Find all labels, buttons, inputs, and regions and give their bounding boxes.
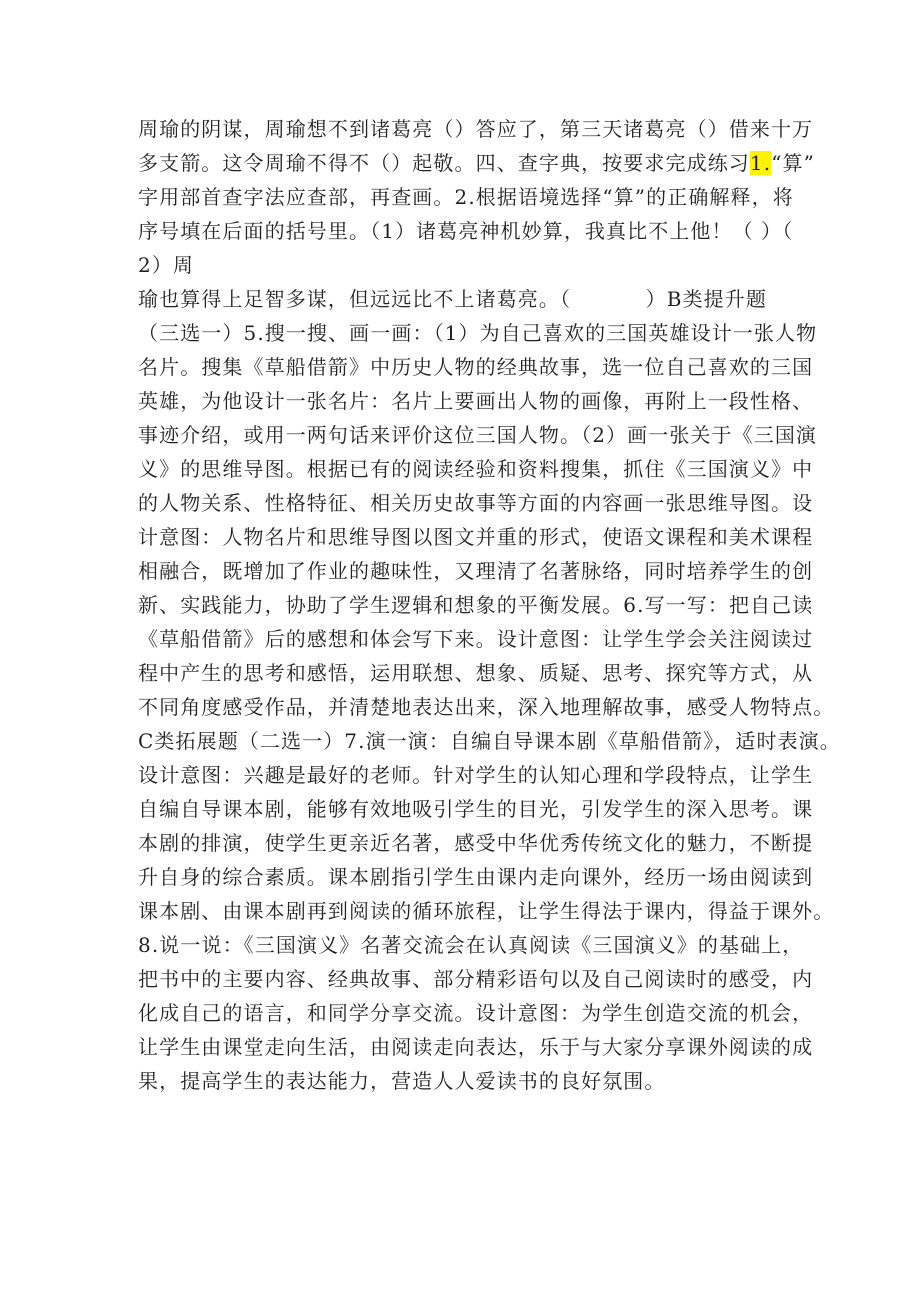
paragraph-top [138,112,815,282]
text-line: 8.说一说：《三国演义》名著交流会在认真阅读《三国演义》的基础上， [138,933,804,957]
text-segment: “算” [771,151,815,175]
text-line: 新、实践能力，协助了学生逻辑和想象的平衡发展。6.写一写：把自己读 [138,593,814,617]
text-line: 《草船借箭》后的感想和体会写下来。设计意图：让学生学会关注阅读过 [138,627,814,651]
text-line: 果，提高学生的表达能力，营造人人爱读书的良好氛围。 [138,1069,666,1093]
text-line: 自编自导课本剧，能够有效地吸引学生的目光，引发学生的深入思考。课 [138,797,814,821]
text-line: 计意图：人物名片和思维导图以图文并重的形式，使语文课程和美术课程 [138,525,814,549]
text-line: 的人物关系、性格特征、相关历史故事等方面的内容画一张思维导图。设 [138,491,814,515]
text-line: 义》的思维导图。根据已有的阅读经验和资料搜集，抓住《三国演义》中 [138,457,814,481]
text-line: 英雄，为他设计一张名片：名片上要画出人物的画像，再附上一段性格、 [138,389,814,413]
text-line: 2）周 [138,253,195,277]
text-line: C类拓展题（二选一）7.演一演：自编自导课本剧《草船借箭》，适时表演。 [138,729,841,753]
text-line: （三选一）5.搜一搜、画一画：（1）为自己喜欢的三国英雄设计一张人物 [138,321,818,345]
text-line: 不同角度感受作品，并清楚地表达出来，深入地理解故事，感受人物特点。 [138,695,835,719]
text-line: 字用部首查字法应查部，再查画。2.根据语境选择“算”的正确解释，将 [138,185,794,209]
text-line: 本剧的排演，使学生更亲近名著，感受中华优秀传统文化的魅力，不断提 [138,831,814,855]
text-line: 把书中的主要内容、经典故事、部分精彩语句以及自己阅读时的感受，内 [138,967,814,991]
text-line: 周瑜的阴谋，周瑜想不到诸葛亮（）答应了，第三天诸葛亮（）借来十万 [138,117,814,141]
text-line: 升自身的综合素质。课本剧指引学生由课内走向课外，经历一场由阅读到 [138,865,814,889]
text-line: 程中产生的思考和感悟，运用联想、想象、质疑、思考、探究等方式，从 [138,661,814,685]
paragraph-main [138,282,841,1098]
text-line: 事迹介绍，或用一两句话来评价这位三国人物。（2）画一张关于《三国演 [138,423,818,447]
text-segment: 多支箭。这令周瑜不得不（）起敬。四、查字典，按要求完成练习 [138,151,750,175]
text-line: 相融合，既增加了作业的趣味性，又理清了名著脉络，同时培养学生的创 [138,559,814,583]
highlighted-text: 1. [749,151,772,175]
text-line: 化成自己的语言，和同学分享交流。设计意图：为学生创造交流的机会， [138,1001,814,1025]
text-line-with-highlight [138,146,815,180]
text-line: 瑜也算得上足智多谋，但远远比不上诸葛亮。（ ）B类提升题 [138,287,767,311]
text-line: 让学生由课堂走向生活，由阅读走向表达，乐于与大家分享课外阅读的成 [138,1035,814,1059]
text-line: 课本剧、由课本剧再到阅读的循环旅程，让学生得法于课内，得益于课外。 [138,899,835,923]
text-line: 名片。搜集《草船借箭》中历史人物的经典故事，选一位自己喜欢的三国 [138,355,814,379]
text-line: 设计意图：兴趣是最好的老师。针对学生的认知心理和学段特点，让学生 [138,763,814,787]
text-line: 序号填在后面的括号里。（1）诸葛亮神机妙算，我真比不上他！（ ）（ [138,219,794,243]
